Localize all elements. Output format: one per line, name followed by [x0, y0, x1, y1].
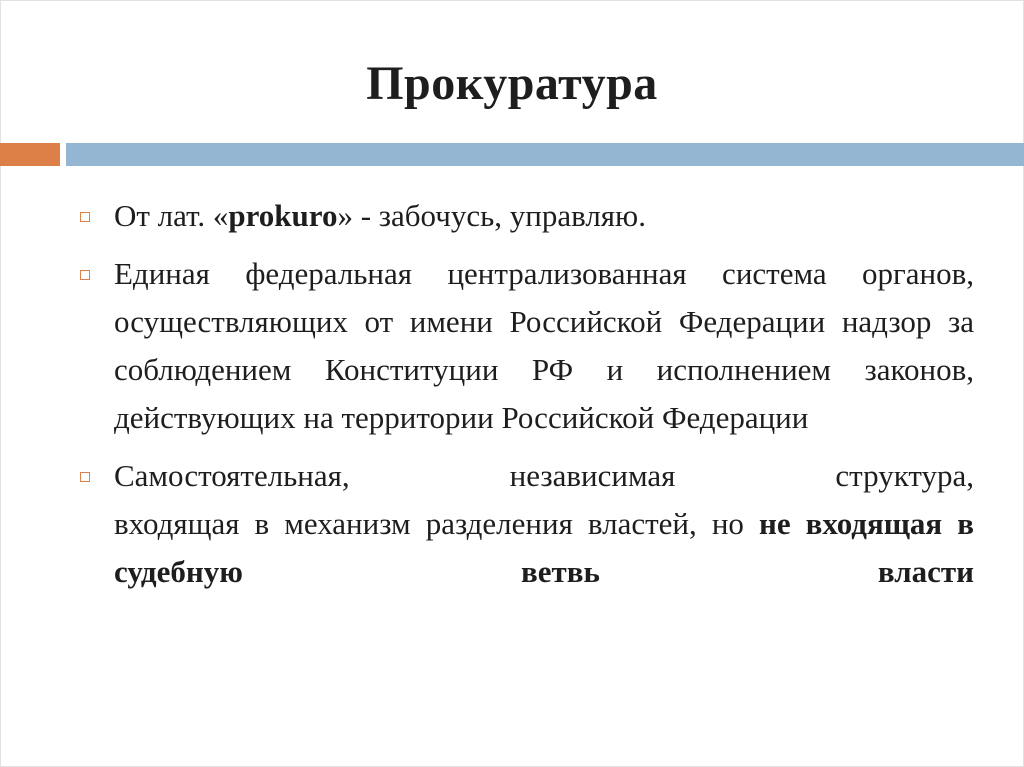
slide-title: Прокуратура [366, 57, 658, 110]
structure-line-2 [114, 500, 974, 596]
structure-emphasis: не входящая в судебную ветвь власти [114, 506, 974, 589]
square-bullet-icon [80, 212, 90, 222]
list-item [76, 452, 974, 596]
etymology-prefix: От лат. « [114, 198, 229, 233]
accent-band-orange [0, 143, 60, 166]
list-item [76, 192, 974, 240]
accent-band-blue [66, 143, 1024, 166]
list-item-text [114, 452, 974, 596]
structure-plain: входящая в механизм разделения властей, но [114, 506, 759, 541]
list-item [76, 250, 974, 442]
structure-line-1: Самостоятельная, независимая структура, [114, 458, 974, 493]
etymology-suffix: » - забочусь, управляю. [337, 198, 646, 233]
definition-text: Единая федеральная централизованная система органов, осуществляющих от имени Российской Федерации надзор за соблюдением Конституции РФ и исполнением законов, действующих на территории Российской Федерации [114, 256, 974, 435]
square-bullet-icon [80, 472, 90, 482]
square-bullet-icon [80, 270, 90, 280]
bullet-list [76, 192, 974, 606]
etymology-term: prokuro [228, 198, 338, 233]
list-item-text [114, 192, 974, 240]
